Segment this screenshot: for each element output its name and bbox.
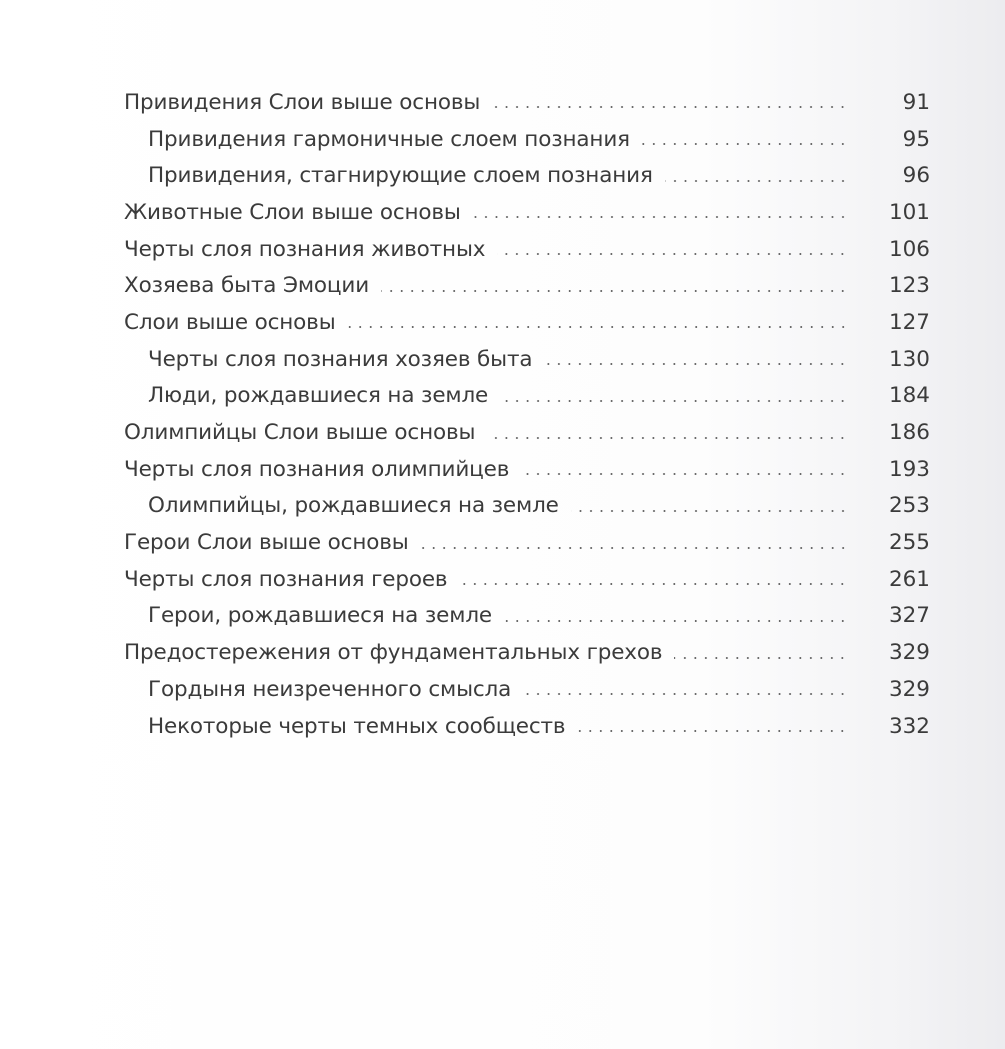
toc-entry-title: Черты слоя познания олимпийцев (124, 456, 510, 482)
dot-leader (348, 326, 848, 328)
toc-entry-page-number: 91 (902, 89, 930, 115)
toc-entry (124, 194, 930, 231)
toc-entry-title: Герои Слои выше основы (124, 530, 409, 556)
toc-entry-page-number: 193 (888, 456, 930, 482)
toc-entry-title: Черты слоя познания героев (124, 566, 448, 592)
toc-entry (124, 708, 930, 745)
toc-entry (124, 671, 930, 708)
dot-leader (665, 180, 848, 182)
dot-leader (459, 583, 848, 585)
toc-entry-title: Олимпийцы, рождавшиеся на земле (148, 493, 559, 519)
toc-entry-page-number: 332 (888, 713, 930, 739)
toc-entry-page-number: 106 (888, 236, 930, 262)
dot-leader (571, 510, 848, 512)
table-of-contents (124, 84, 930, 744)
toc-entry-title: Гордыня неизреченного смысла (148, 676, 512, 702)
toc-entry-page-number: 130 (888, 346, 930, 372)
toc-entry (124, 84, 930, 121)
toc-entry-title: Олимпийцы Слои выше основы (124, 420, 476, 446)
toc-entry-page-number: 184 (888, 383, 930, 409)
toc-entry-title: Слои выше основы (124, 309, 336, 335)
toc-entry-page-number: 253 (888, 493, 930, 519)
dot-leader (523, 693, 848, 695)
dot-leader (642, 143, 848, 145)
toc-entry (124, 414, 930, 451)
dot-leader (674, 657, 848, 659)
toc-entry (124, 267, 930, 304)
dot-leader (487, 437, 848, 439)
dot-leader (544, 363, 848, 365)
toc-entry-page-number: 96 (902, 163, 930, 189)
dot-leader (473, 216, 848, 218)
dot-leader (500, 400, 848, 402)
toc-entry-page-number: 255 (888, 530, 930, 556)
dot-leader (492, 106, 848, 108)
toc-entry (124, 157, 930, 194)
toc-entry (124, 341, 930, 378)
toc-entry (124, 561, 930, 598)
toc-entry (124, 121, 930, 158)
toc-entry (124, 451, 930, 488)
toc-entry-title: Животные Слои выше основы (124, 199, 461, 225)
toc-entry-title: Хозяева быта Эмоции (124, 273, 370, 299)
toc-entry-page-number: 329 (888, 676, 930, 702)
toc-entry-title: Привидения, стагнирующие слоем познания (148, 163, 653, 189)
toc-entry (124, 488, 930, 525)
dot-leader (577, 730, 848, 732)
toc-entry-title: Предостережения от фундаментальных грехов (124, 640, 663, 666)
dot-leader (521, 473, 848, 475)
toc-entry-page-number: 329 (888, 640, 930, 666)
dot-leader (381, 290, 848, 292)
dot-leader (497, 253, 848, 255)
toc-entry-title: Некоторые черты темных сообществ (148, 713, 566, 739)
toc-entry (124, 598, 930, 635)
dot-leader (504, 620, 848, 622)
toc-entry-title: Привидения Слои выше основы (124, 89, 481, 115)
toc-entry (124, 634, 930, 671)
toc-entry-title: Привидения гармоничные слоем познания (148, 126, 630, 152)
dot-leader (421, 547, 848, 549)
toc-entry (124, 524, 930, 561)
toc-entry-page-number: 327 (888, 603, 930, 629)
toc-entry-title: Герои, рождавшиеся на земле (148, 603, 492, 629)
toc-entry-page-number: 261 (888, 566, 930, 592)
toc-entry-page-number: 123 (888, 273, 930, 299)
toc-entry-page-number: 101 (888, 199, 930, 225)
toc-entry-title: Люди, рождавшиеся на земле (148, 383, 489, 409)
toc-entry-page-number: 127 (888, 309, 930, 335)
toc-entry-title: Черты слоя познания хозяев быта (148, 346, 533, 372)
toc-entry-page-number: 95 (902, 126, 930, 152)
toc-entry-title: Черты слоя познания животных (124, 236, 486, 262)
toc-entry-page-number: 186 (888, 420, 930, 446)
toc-entry (124, 231, 930, 268)
toc-entry (124, 304, 930, 341)
toc-entry (124, 378, 930, 415)
